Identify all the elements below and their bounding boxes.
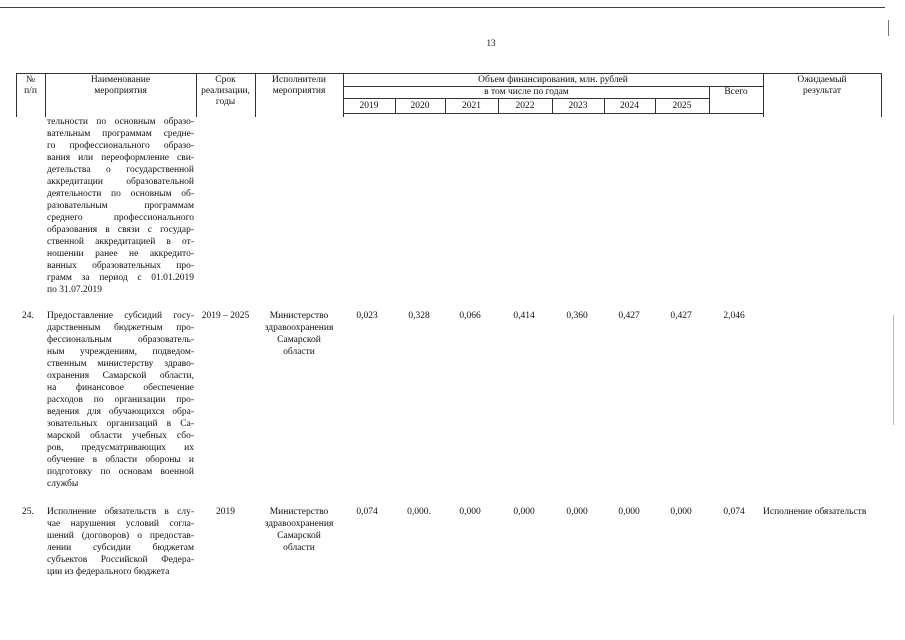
text-line: аккредитации образовательной [47,177,194,187]
text-line: дарственным бюджетным про- [47,323,194,333]
text-line: детельства о государственной [47,165,194,175]
value-2024: 0,427 [618,311,640,321]
header-num: № п/п [24,75,37,96]
row-executor: Министерство здравоохранения Самарской области [264,311,334,357]
text-line: грамм за период с 01.01.2019 [47,273,194,283]
value-2023: 0,360 [566,311,588,321]
text-line: ственной аккредитацией в от- [47,237,194,247]
row-number: 25. [22,507,34,517]
text-line: образования в связи с государ- [47,225,194,235]
header-executor: Исполнители мероприятия [272,75,326,96]
text-line: фессиональным образователь- [47,335,194,345]
row-name [47,310,194,490]
text-line: шений (договоров) о предостав- [47,531,194,541]
value-2025: 0,000 [670,507,692,517]
year-2022: 2022 [515,101,535,111]
value-2020: 0,000. [407,507,431,517]
header-bottom-line [343,113,763,114]
year-2019: 2019 [359,101,379,111]
text-line: расходов по организации про- [47,395,194,405]
value-2023: 0,000 [566,507,588,517]
value-total: 0,074 [723,507,745,517]
value-2022: 0,414 [513,311,535,321]
value-2021: 0,000 [459,507,481,517]
header-by-years: в том числе по годам [484,87,569,97]
text-line: Исполнение обязательств в слу- [47,507,194,517]
value-2019: 0,074 [356,507,378,517]
text-line: ции из федерального бюджета [47,567,170,577]
header-term: Срок реализации, годы [201,75,250,107]
header-total: Всего [724,87,748,97]
text-line: го профессионального образо- [47,141,194,151]
value-2025: 0,427 [670,311,692,321]
text-line: ным учреждениям, подведом- [47,347,194,357]
text-line: подготовку по основам военной [47,467,194,477]
text-line: на финансовое обеспечение [47,383,194,393]
row-term: 2019 [216,507,235,517]
text-line: Предоставление субсидий госу- [47,311,194,321]
text-line: вательным программам средне- [47,129,194,139]
page-number: 13 [486,38,496,48]
header-name: Наименование мероприятия [90,75,151,96]
year-2020: 2020 [410,101,430,111]
year-2021: 2021 [462,101,481,111]
row-name [47,506,194,578]
year-2025: 2025 [672,101,692,111]
vline [881,73,882,117]
text-line: субъектов Российской Федера- [47,555,194,565]
text-line: ров, предусматривающих их [47,443,194,453]
top-rule [0,7,885,8]
header-funding: Объем финансирования, млн. рублей [478,75,628,85]
text-line: охранения Самарской области, [47,371,194,381]
continuation-text [47,116,194,296]
text-line: зовательных организаций в Са- [47,419,194,429]
row-result: Исполнение обязательств [763,507,867,517]
text-line: вания или переоформление сви- [47,153,194,163]
text-line: обучение в области обороны и [47,455,194,465]
scan-mark [888,20,889,36]
text-line: чае нарушения условий согла- [47,519,194,529]
value-2021: 0,066 [459,311,481,321]
text-line: ванных образовательных про- [47,261,194,271]
text-line: лении субсидии бюджетам [47,543,194,553]
header-top-line [16,73,881,74]
value-2022: 0,000 [513,507,535,517]
header-result: Ожидаемый результат [797,75,847,96]
text-line: среднего профессионального [47,213,194,223]
scan-mark-2 [893,315,894,425]
text-line: деятельности по основным об- [47,189,194,199]
year-2023: 2023 [568,101,588,111]
row-number: 24. [22,311,34,321]
row-term: 2019 – 2025 [201,311,250,321]
value-2019: 0,023 [356,311,378,321]
row-executor: Министерство здравоохранения Самарской области [264,507,334,553]
year-2024: 2024 [620,101,639,111]
value-2020: 0,328 [408,311,430,321]
text-line: ственным министерству здраво- [47,359,194,369]
text-line: службы [47,479,79,489]
text-line: разовательным программам [47,201,194,211]
text-line: ведения для обучающихся обра- [47,407,194,417]
text-line: по 31.07.2019 [47,285,102,295]
text-line: тельности по основным образо- [47,117,194,127]
value-total: 2,046 [723,311,745,321]
value-2024: 0,000 [618,507,640,517]
text-line: марской области учебных сбо- [47,431,194,441]
text-line: ношении ранее не аккредито- [47,249,194,259]
